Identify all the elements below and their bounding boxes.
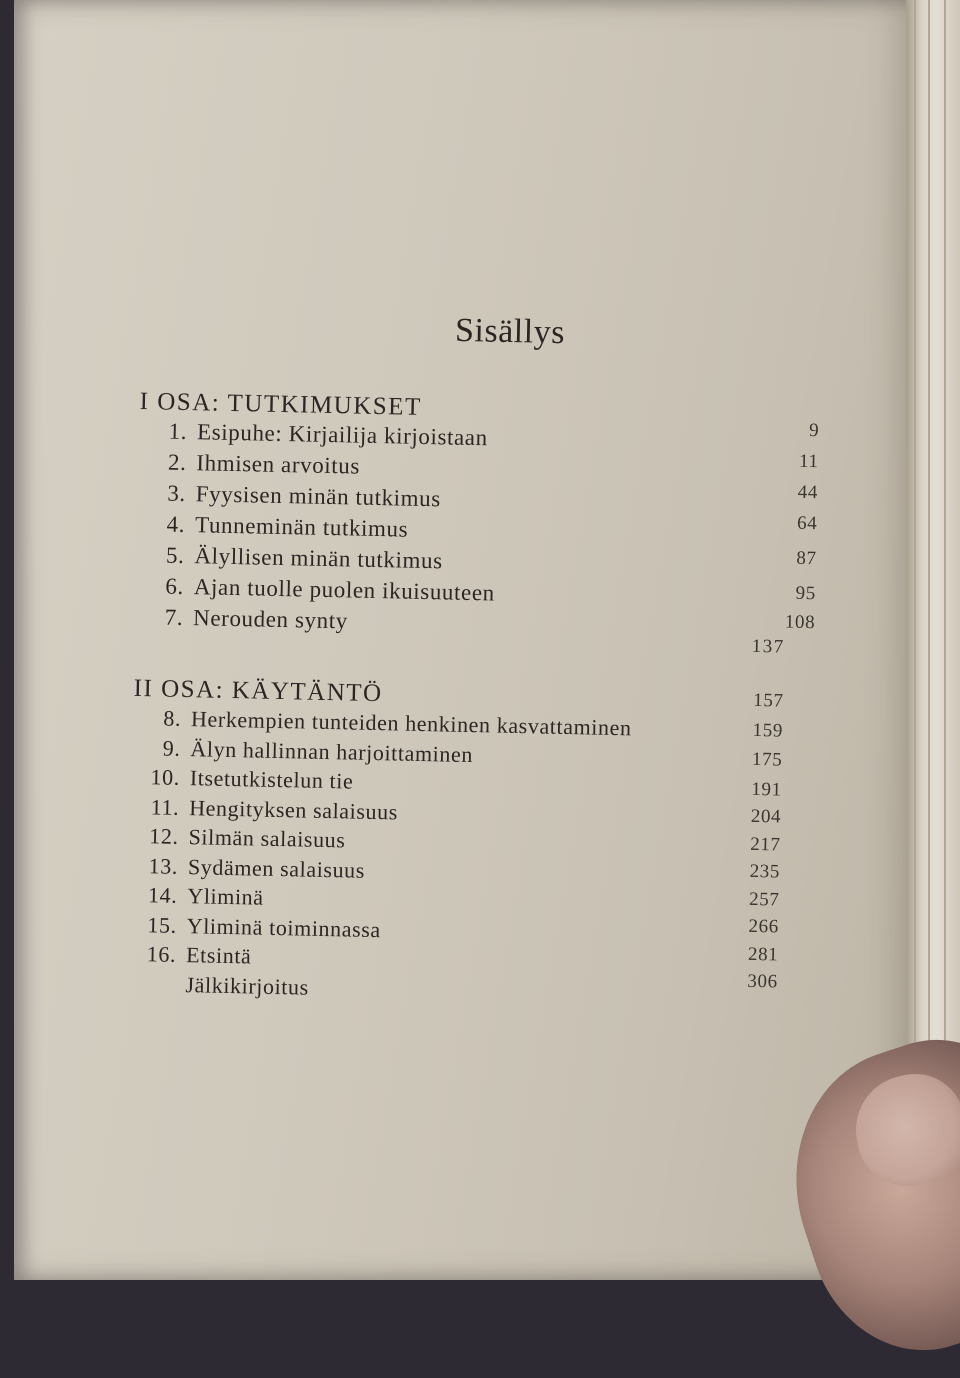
chapter-number bbox=[128, 970, 176, 971]
chapter-number: 1. bbox=[168, 418, 188, 444]
page-number: 9 bbox=[808, 420, 820, 442]
chapter-number: 8. bbox=[163, 705, 182, 731]
chapter-title: Itsetutkistelun tie bbox=[189, 765, 354, 794]
chapter-title: Etsintä bbox=[185, 942, 252, 969]
chapter-title: Ajan tuolle puolen ikuisuuteen bbox=[193, 574, 496, 606]
part-heading-text: I OSA: TUTKIMUKSET bbox=[139, 388, 423, 421]
chapter-number: 3. bbox=[167, 480, 187, 506]
page-number: 306 bbox=[747, 970, 778, 993]
page-number: 137 bbox=[751, 635, 785, 658]
page-number: 266 bbox=[748, 915, 780, 938]
chapter-number: 4. bbox=[166, 511, 186, 537]
page-number: 64 bbox=[796, 512, 818, 535]
page-number: 281 bbox=[747, 943, 779, 965]
page-number: 159 bbox=[752, 719, 784, 742]
chapter-title: Fyysisen minän tutkimus bbox=[195, 481, 442, 512]
page-number: 175 bbox=[751, 748, 783, 771]
page-number: 157 bbox=[753, 689, 784, 712]
page-number: 217 bbox=[750, 833, 781, 856]
page-number: 11 bbox=[798, 450, 819, 473]
chapter-title: Älyn hallinnan harjoittaminen bbox=[190, 735, 474, 767]
chapter-number: 16. bbox=[146, 941, 177, 967]
chapter-title: Herkempien tunteiden henkinen kasvattaminen bbox=[190, 706, 632, 741]
page-number: 87 bbox=[796, 547, 817, 570]
chapter-number: 10. bbox=[150, 764, 181, 790]
chapter-number: 11. bbox=[150, 793, 180, 820]
page-title: Sisällys bbox=[454, 311, 566, 352]
chapter-title: Jälkikirjoitus bbox=[185, 971, 310, 1000]
chapter-title: Silmän salaisuus bbox=[188, 824, 346, 853]
part-two bbox=[127, 635, 834, 1044]
page-number: 95 bbox=[795, 582, 817, 605]
chapter-title: Yliminä bbox=[187, 883, 264, 910]
page-number: 191 bbox=[751, 778, 782, 801]
chapter-title: Tunneminän tutkimus bbox=[194, 512, 409, 542]
chapter-number: 5. bbox=[165, 542, 185, 568]
chapter-number: 13. bbox=[148, 852, 179, 879]
page-number: 108 bbox=[784, 611, 816, 634]
chapter-title: Sydämen salaisuus bbox=[187, 853, 366, 883]
chapter-number: 2. bbox=[167, 449, 187, 475]
part-heading-text: II OSA: KÄYTÄNTÖ bbox=[133, 674, 383, 708]
chapter-number: 7. bbox=[164, 604, 184, 630]
chapter-title: Nerouden synty bbox=[192, 605, 349, 634]
chapter-number bbox=[127, 1000, 175, 1001]
chapter-number: 6. bbox=[165, 573, 185, 599]
chapter-title: Ihmisen arvoitus bbox=[196, 450, 361, 479]
page-number: 235 bbox=[749, 860, 781, 883]
chapter-title: Älyllisen minän tutkimus bbox=[194, 543, 443, 574]
chapter-title: Hengityksen salaisuus bbox=[188, 794, 399, 824]
page-number: 257 bbox=[748, 888, 780, 911]
chapter-number: 15. bbox=[147, 911, 178, 938]
table-of-contents bbox=[127, 388, 840, 1044]
chapter-title: Yliminä toiminnassa bbox=[186, 912, 382, 942]
page-number: 204 bbox=[750, 805, 782, 828]
chapter-number: 12. bbox=[149, 823, 179, 849]
chapter-title: Esipuhe: Kirjailija kirjoistaan bbox=[196, 419, 488, 451]
part-one bbox=[135, 388, 840, 650]
page-number: 44 bbox=[797, 481, 819, 504]
chapter-number: 9. bbox=[162, 735, 181, 761]
chapter-number: 14. bbox=[147, 882, 178, 908]
